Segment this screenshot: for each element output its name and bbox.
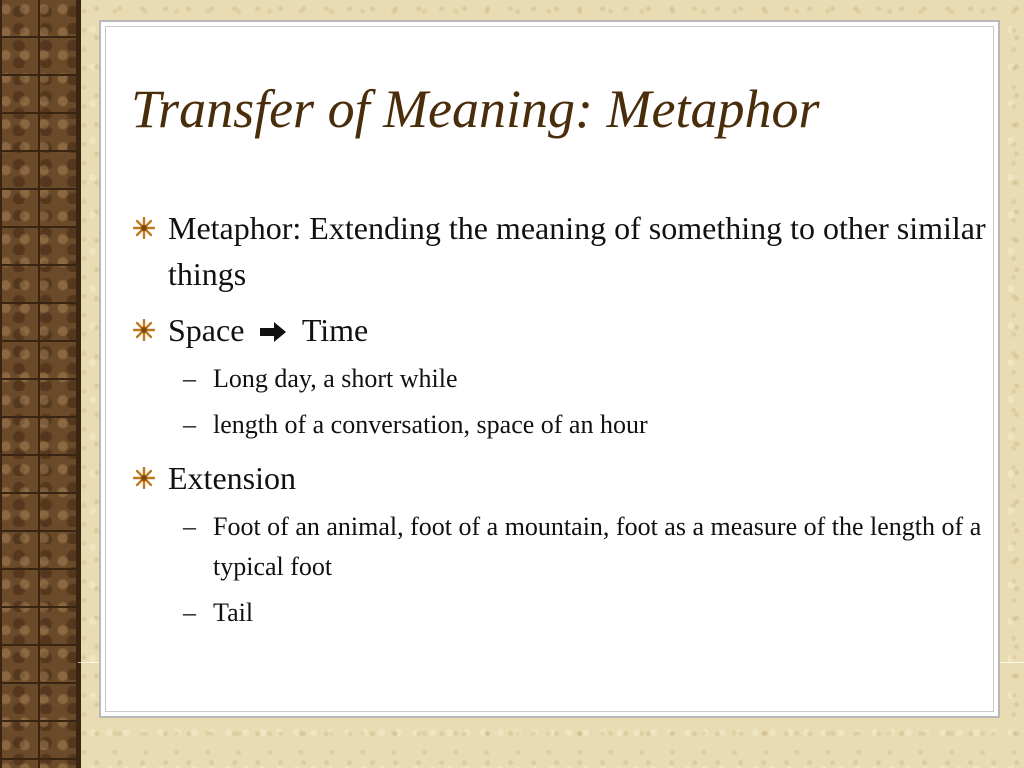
bullet-space-time: [128, 307, 988, 353]
sub-bullet-dash: –: [183, 512, 196, 541]
sub-bullet-text: length of a conversation, space of an hour: [213, 410, 648, 439]
sub-bullet-dash: –: [183, 410, 196, 439]
sub-bullet-text: Foot of an animal, foot of a mountain, foot as a measure of the length of a typical foot: [213, 512, 982, 581]
star-bullet-icon: [133, 319, 155, 341]
right-arrow-icon: [258, 320, 288, 344]
sub-bullet-dash: –: [183, 364, 196, 393]
sub-bullet-text: Long day, a short while: [213, 364, 458, 393]
star-bullet-icon: [133, 217, 155, 239]
slide-content: [128, 205, 988, 643]
bullet-extension: [128, 455, 988, 501]
sub-bullet-text: Tail: [213, 598, 254, 627]
sub-bullet-foot: [128, 507, 988, 587]
bullet-text: Extension: [168, 460, 296, 496]
bullet-text-space: Space: [168, 312, 245, 348]
bullet-text: Metaphor: Extending the meaning of something to other similar things: [168, 210, 986, 292]
decorative-wood-strip: [0, 0, 81, 768]
star-bullet-icon: [133, 467, 155, 489]
slide-title: Transfer of Meaning: Metaphor: [131, 79, 820, 139]
bullet-metaphor: [128, 205, 988, 297]
bullet-text-time: Time: [301, 312, 369, 348]
sub-bullet-long-day: [128, 359, 988, 399]
sub-bullet-dash: –: [183, 598, 196, 627]
sub-bullet-tail: [128, 593, 988, 633]
sub-bullet-conversation: [128, 405, 988, 445]
